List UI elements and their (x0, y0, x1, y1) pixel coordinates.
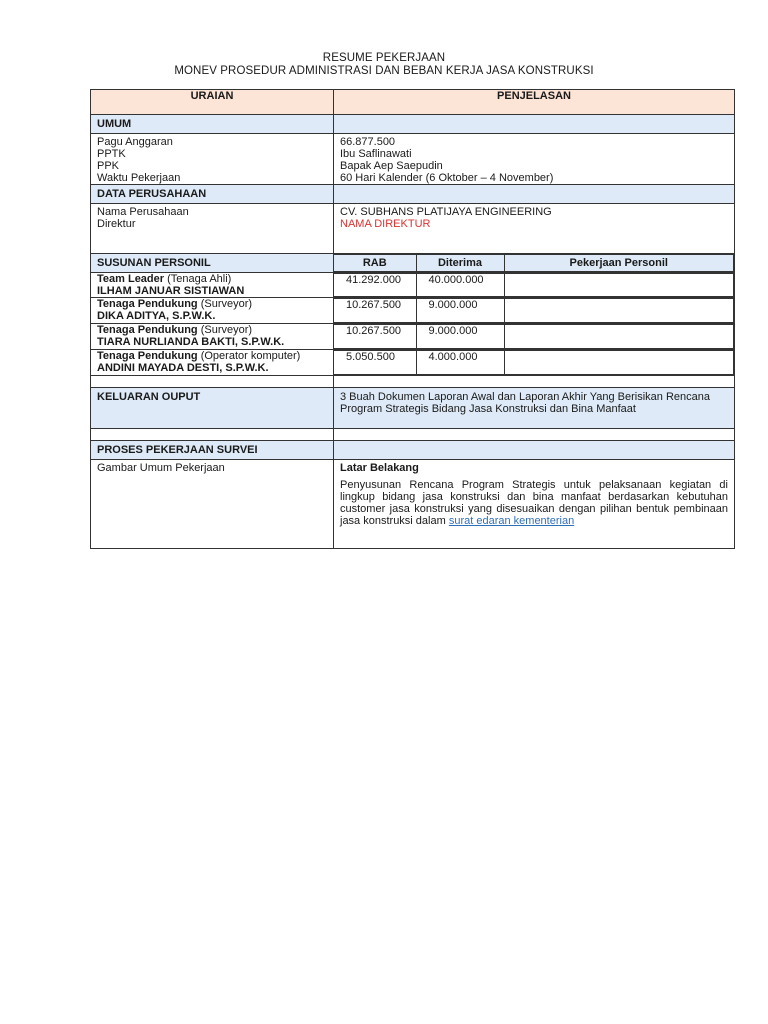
value-company: CV. SUBHANS PLATIJAYA ENGINEERING (340, 206, 552, 218)
table-row (91, 350, 735, 376)
resume-table (90, 89, 735, 549)
table-header-row (91, 90, 735, 115)
personil-diterima: 9.000.000 (416, 325, 504, 349)
personil-role: Team Leader (97, 273, 165, 285)
proses-row (91, 460, 735, 549)
section-keluaran (91, 388, 735, 429)
keluaran-text: 3 Buah Dokumen Laporan Awal dan Laporan Akhir Yang Berisikan Rencana Program Strategis Bidang Jasa Konstruksi dan Bina Manfaat (334, 388, 735, 429)
proses-label: Gambar Umum Pekerjaan (91, 460, 334, 549)
value-waktu: 60 Hari Kalender (6 Oktober – 4 November) (340, 172, 554, 184)
personil-role: Tenaga Pendukung (97, 324, 198, 336)
header-uraian: URAIAN (91, 90, 334, 115)
label-direktur: Direktur (97, 218, 136, 230)
personil-role-note: (Operator komputer) (200, 350, 301, 362)
document-title (0, 52, 768, 78)
section-title: KELUARAN OUPUT (91, 388, 334, 429)
section-title: UMUM (91, 115, 334, 134)
label-pagu: Pagu Anggaran (97, 136, 173, 148)
perusahaan-row (91, 204, 735, 254)
table-row (91, 298, 735, 324)
column-diterima: Diterima (416, 255, 504, 272)
section-perusahaan (91, 185, 735, 204)
spacer-row (91, 429, 735, 441)
section-title: PROSES PEKERJAAN SURVEI (91, 441, 334, 460)
personil-pekerjaan (504, 274, 734, 297)
personil-pekerjaan (504, 325, 734, 349)
header-penjelasan: PENJELASAN (334, 90, 735, 115)
section-proses (91, 441, 735, 460)
latar-belakang-heading: Latar Belakang (340, 462, 419, 474)
table-row (91, 273, 735, 298)
personil-pekerjaan (504, 351, 734, 375)
latar-belakang-paragraph (340, 479, 728, 527)
personil-rab: 10.267.500 (334, 325, 416, 349)
section-umum (91, 115, 735, 134)
label-ppk: PPK (97, 160, 120, 172)
personil-diterima: 40.000.000 (416, 274, 504, 297)
table-row (91, 324, 735, 350)
personil-name: DIKA ADITYA, S.P.W.K. (97, 310, 216, 322)
section-title: SUSUNAN PERSONIL (91, 254, 334, 273)
value-pagu: 66.877.500 (340, 136, 396, 148)
column-pekerjaan: Pekerjaan Personil (504, 255, 734, 272)
personil-name: TIARA NURLIANDA BAKTI, S.P.W.K. (97, 336, 285, 348)
section-personil (91, 254, 735, 273)
personil-pekerjaan (504, 299, 734, 323)
title-line-1: RESUME PEKERJAAN (322, 52, 446, 64)
personil-role-note: (Tenaga Ahli) (167, 273, 232, 285)
personil-diterima: 4.000.000 (416, 351, 504, 375)
value-ppk: Bapak Aep Saepudin (340, 160, 443, 172)
section-title: DATA PERUSAHAAN (91, 185, 334, 204)
personil-rab: 5.050.500 (334, 351, 416, 375)
personil-name: ILHAM JANUAR SISTIAWAN (97, 285, 245, 297)
personil-role-note: (Surveyor) (200, 298, 253, 310)
personil-name: ANDINI MAYADA DESTI, S.P.W.K. (97, 362, 269, 374)
label-waktu: Waktu Pekerjaan (97, 172, 181, 184)
column-rab: RAB (334, 255, 416, 272)
value-pptk: Ibu Saflinawati (340, 148, 412, 160)
spacer-row (91, 376, 735, 388)
paragraph-text: Penyusunan Rencana Program Strategis untuk pelaksanaan kegiatan di lingkup bidang jasa konstruksi dan bina manfaat berdasarkan kebutuhan customer jasa konstruksi yang disesuaikan dengan pilihan bentuk pembinaan jasa konstruksi dalam (340, 479, 728, 527)
personil-rab: 41.292.000 (334, 274, 416, 297)
personil-diterima: 9.000.000 (416, 299, 504, 323)
umum-row (91, 134, 735, 185)
title-line-2: MONEV PROSEDUR ADMINISTRASI DAN BEBAN KERJA JASA KONSTRUKSI (174, 65, 594, 77)
personil-rab: 10.267.500 (334, 299, 416, 323)
surat-edaran-link[interactable]: surat edaran kementerian (448, 515, 575, 527)
personil-role-note: (Surveyor) (200, 324, 253, 336)
label-nama-perusahaan: Nama Perusahaan (97, 206, 189, 218)
personil-role: Tenaga Pendukung (97, 298, 198, 310)
personil-role: Tenaga Pendukung (97, 350, 198, 362)
label-pptk: PPTK (97, 148, 126, 160)
value-director: NAMA DIREKTUR (340, 218, 431, 230)
